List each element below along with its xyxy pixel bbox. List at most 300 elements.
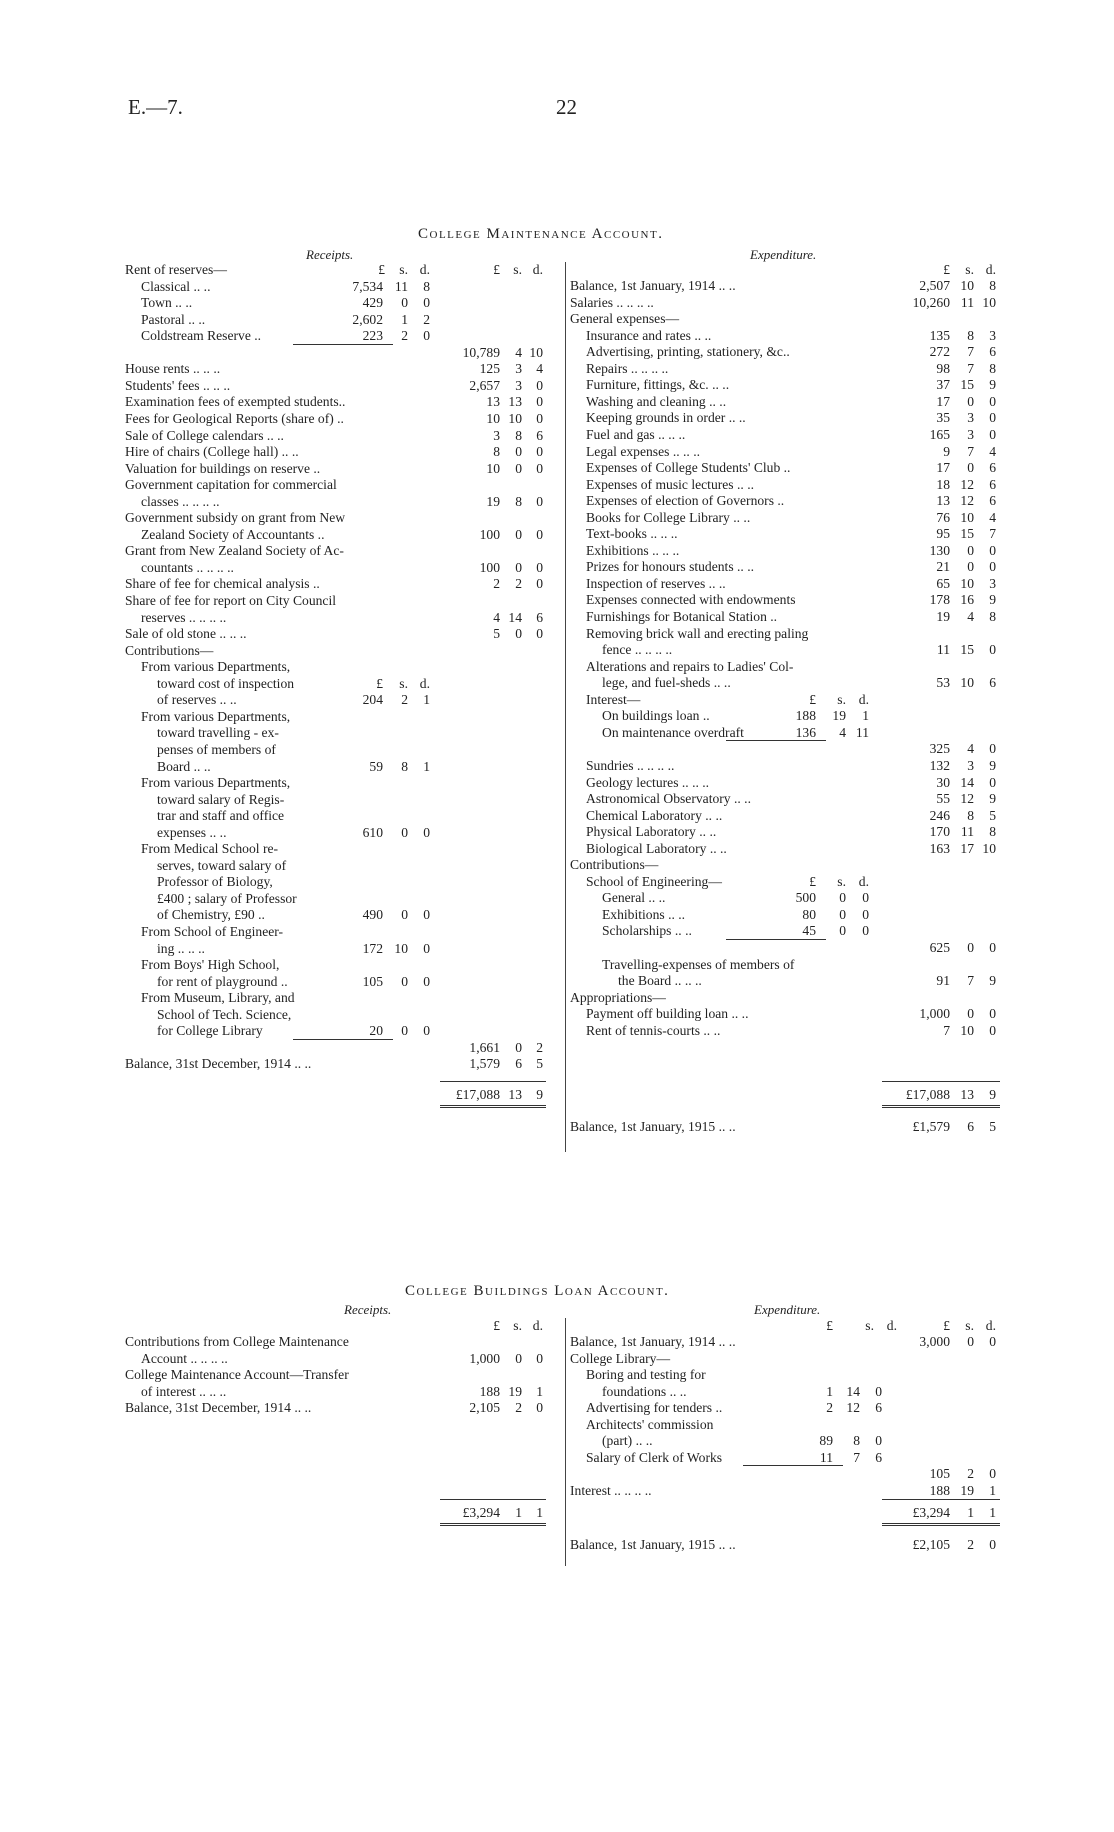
loan-expenditure-row: Salary of Clerk of Works <box>586 1449 723 1465</box>
maint-receipt-row: From Medical School re- <box>141 841 279 857</box>
total-double-rule <box>440 1105 546 1108</box>
subtotal-rule <box>293 1039 393 1040</box>
loan-divider <box>565 1318 566 1566</box>
maint-expenditure-row: On maintenance overdraft <box>602 724 744 740</box>
maint-expenditure-amount-pounds: 135 <box>929 327 950 343</box>
maint-receipt-row: of reserves .. .. <box>157 692 237 708</box>
maint-expenditure-amount-pounds: 35 <box>936 410 950 426</box>
maint-expenditure-amount-shillings: 3 <box>967 410 974 426</box>
maint-expenditure-amount-shillings: 15 <box>960 377 974 393</box>
maint-expenditure-amount-pounds: 30 <box>936 774 950 790</box>
maint-expenditure-amount-pounds: 178 <box>929 592 950 608</box>
maint-expenditure-row: Furnishings for Botanical Station .. <box>586 609 778 624</box>
loan-expenditure-amount-shillings: 0 <box>967 1334 974 1349</box>
maint-receipt-row: reserves .. .. .. .. <box>141 609 227 625</box>
maint-expenditure-amount-shillings: 4 <box>967 609 974 624</box>
loan-receipts-head-shillings: s. <box>513 1318 522 1333</box>
maint-receipt-amount-pounds: 3 <box>493 427 500 443</box>
loan-expenditure-inner-shillings: 8 <box>853 1433 860 1449</box>
loan-expenditure-total-pounds: £3,294 <box>912 1505 950 1520</box>
maint-expenditure-amount-pounds: 17 <box>936 393 950 409</box>
maint-expenditure-amount-pounds: 1,000 <box>919 1006 950 1022</box>
maint-receipt-row: Classical .. .. <box>141 278 211 294</box>
maint-expenditure-row: Physical Laboratory .. .. <box>586 824 717 840</box>
maint-expenditure-amount-pence: 8 <box>989 360 996 376</box>
total-rule <box>882 1499 1000 1500</box>
maint-receipt-amount-pence: 0 <box>536 394 543 410</box>
maint-receipt-inner-head-pounds: £ <box>376 675 383 691</box>
maint-expenditure-amount-shillings: 7 <box>967 344 974 360</box>
maint-receipt-inner-pence: 8 <box>423 278 430 294</box>
maint-expenditure-amount-pence: 0 <box>989 1022 996 1038</box>
maint-expenditure-amount-shillings: 0 <box>967 542 974 558</box>
maint-receipt-row: Town .. .. <box>141 295 193 311</box>
maint-receipts-total-pounds: £17,088 <box>455 1086 500 1102</box>
maint-expenditure-amount-pounds: 98 <box>936 360 950 376</box>
maint-receipt-amount-shillings: 13 <box>508 394 522 410</box>
maint-expenditure-row: the Board .. .. .. <box>618 973 702 989</box>
loan-expenditure-inner-pounds: 1 <box>826 1383 833 1399</box>
maint-expenditure-inner-head-shillings: s. <box>837 691 846 707</box>
maint-closing-shillings: 6 <box>967 1118 974 1134</box>
maint-expenditure-amount-pounds: 65 <box>936 575 950 591</box>
loan-expenditure-inner-shillings: 14 <box>846 1383 860 1399</box>
maint-receipt-row: From Boys' High School, <box>141 957 280 973</box>
maint-expenditure-amount-pounds: 91 <box>936 973 950 989</box>
maint-expenditure-amount-shillings: 12 <box>960 791 974 807</box>
maint-expenditure-row: Appropriations— <box>570 989 666 1005</box>
maint-expenditure-amount-shillings: 3 <box>967 426 974 442</box>
maint-receipt-inner-pence: 0 <box>423 328 430 344</box>
maint-receipt-row: School of Tech. Science, <box>157 1006 292 1022</box>
maint-receipt-row: penses of members of <box>157 741 276 757</box>
maint-expenditure-amount-pence: 6 <box>989 460 996 476</box>
maint-receipt-row: Professor of Biology, <box>157 874 273 890</box>
loan-expenditure-total-shillings: 1 <box>967 1505 974 1520</box>
maint-expenditure-amount-shillings: 10 <box>960 1022 974 1038</box>
loan-expenditure-inner-pence: 0 <box>875 1433 882 1449</box>
receipts-head-pence: d. <box>419 262 430 277</box>
maint-receipt-amount-pounds: 19 <box>486 493 500 509</box>
maint-receipt-row: Sale of College calendars .. .. <box>125 427 284 443</box>
maint-receipt-inner-pounds: 20 <box>369 1023 383 1039</box>
maint-expenditure-row: General .. .. <box>602 890 666 906</box>
loan-expenditure-amount-pounds: 188 <box>929 1482 950 1498</box>
maint-receipt-amount-pence: 0 <box>536 626 543 642</box>
maint-receipt-row: House rents .. .. .. <box>125 361 221 377</box>
maint-receipt-amount-pounds: 10 <box>486 410 500 426</box>
maint-receipt-inner-shillings: 0 <box>401 1023 408 1039</box>
maint-receipt-inner-pounds: 429 <box>362 295 383 311</box>
maint-expenditure-row: General expenses— <box>570 311 680 327</box>
maint-receipt-amount-pounds: 8 <box>493 444 500 460</box>
loan-expenditure-row: foundations .. .. <box>602 1383 687 1399</box>
maint-receipt-inner-head-shillings: s. <box>399 675 408 691</box>
maint-receipt-row: expenses .. .. <box>157 824 227 840</box>
loan-expenditure-inner-pence: 6 <box>875 1449 882 1465</box>
maint-receipt-inner-pounds: 59 <box>369 758 383 774</box>
loan-receipt-amount-shillings: 2 <box>515 1400 522 1416</box>
maint-expenditure-inner-pence: 0 <box>862 890 869 906</box>
maint-expenditure-amount-pence: 0 <box>989 1006 996 1022</box>
maint-expenditure-amount-shillings: 8 <box>967 327 974 343</box>
maint-expenditure-amount-shillings: 3 <box>967 757 974 773</box>
loan-expenditure-total-pence: 1 <box>989 1505 996 1520</box>
maint-expenditure-amount-pence: 0 <box>989 559 996 575</box>
maint-receipt-row: Balance, 31st December, 1914 .. .. <box>125 1056 312 1072</box>
maint-receipt-row: Valuation for buildings on reserve .. <box>125 460 321 476</box>
maint-expenditure-row: Washing and cleaning .. .. <box>586 393 727 409</box>
receipts-head-pounds: £ <box>378 262 385 277</box>
maint-receipt-inner-pence: 0 <box>423 1023 430 1039</box>
maint-expenditure-row: On buildings loan .. <box>602 708 710 724</box>
maint-expenditure-amount-shillings: 10 <box>960 509 974 525</box>
maint-receipt-amount-pence: 0 <box>536 377 543 393</box>
maint-expenditure-inner-shillings: 0 <box>839 923 846 939</box>
maint-receipt-amount-pence: 10 <box>529 344 543 360</box>
maint-expenditure-total-shillings: 13 <box>960 1086 974 1102</box>
loan-closing-pounds: £2,105 <box>912 1537 950 1552</box>
maint-receipt-amount-pounds: 13 <box>486 394 500 410</box>
loan-expenditure-amount-pence: 0 <box>989 1334 996 1349</box>
expenditure-head-pence: d. <box>985 262 996 277</box>
maint-receipt-row: From various Departments, <box>141 775 291 791</box>
maint-expenditure-row: Payment off building loan .. .. <box>586 1006 749 1022</box>
loan-expenditure-row: Architects' commission <box>586 1416 714 1432</box>
maint-expenditure-amount-pence: 4 <box>989 443 996 459</box>
maint-expenditure-amount-shillings: 10 <box>960 575 974 591</box>
maint-expenditure-amount-pounds: 165 <box>929 426 950 442</box>
maint-expenditure-inner-pounds: 188 <box>795 708 816 724</box>
maint-receipt-amount-pounds: 100 <box>479 526 500 542</box>
maint-expenditure-amount-pence: 8 <box>989 609 996 624</box>
loan-exp-head-pounds: £ <box>943 1318 950 1333</box>
maint-receipt-amount-pence: 0 <box>536 493 543 509</box>
maint-expenditure-amount-shillings: 11 <box>960 294 974 310</box>
loan-expenditure-amount-pence: 1 <box>989 1482 996 1498</box>
maint-expenditure-row: Advertising, printing, stationery, &c.. <box>586 344 790 360</box>
loan-receipt-amount-pounds: 2,105 <box>469 1400 500 1416</box>
maint-expenditure-row: Fuel and gas .. .. .. <box>586 426 686 442</box>
maintenance-expenditure-label: Expenditure. <box>750 247 817 262</box>
maint-receipt-amount-pence: 6 <box>536 609 543 625</box>
maint-receipt-inner-pounds: 610 <box>362 824 383 840</box>
maint-expenditure-amount-pence: 9 <box>989 791 996 807</box>
maint-expenditure-amount-pounds: 132 <box>929 757 950 773</box>
maint-expenditure-row: Sundries .. .. .. .. <box>586 757 675 773</box>
maint-expenditure-amount-pounds: 76 <box>936 509 950 525</box>
maint-expenditure-row: Alterations and repairs to Ladies' Col- <box>586 658 794 674</box>
loan-expenditure-row: Advertising for tenders .. <box>586 1400 723 1416</box>
loan-closing-balance: Balance, 1st January, 1915 .. .. <box>570 1537 736 1552</box>
maint-receipt-row: Fees for Geological Reports (share of) .. <box>125 410 344 426</box>
loan-expenditure-inner-shillings: 7 <box>853 1449 860 1465</box>
maint-receipt-row: From School of Engineer- <box>141 924 284 939</box>
maint-expenditure-amount-pence: 3 <box>989 575 996 591</box>
maint-expenditure-inner-pence: 0 <box>862 906 869 922</box>
maint-receipt-amount-shillings: 2 <box>515 576 522 592</box>
maint-expenditure-amount-pence: 0 <box>989 774 996 790</box>
document-ref: E.—7. <box>128 95 183 119</box>
maint-expenditure-row: Chemical Laboratory .. .. <box>586 807 723 823</box>
maint-receipt-row: From Museum, Library, and <box>141 990 295 1006</box>
maint-receipt-inner-shillings: 0 <box>401 973 408 989</box>
loan-receipts-total-pounds: £3,294 <box>462 1505 500 1520</box>
loan-receipt-row: of interest .. .. .. <box>141 1383 227 1399</box>
maint-receipt-amount-pence: 5 <box>536 1056 543 1072</box>
maint-expenditure-row: fence .. .. .. .. <box>602 642 673 658</box>
maint-expenditure-amount-pence: 6 <box>989 493 996 509</box>
maint-expenditure-amount-pence: 0 <box>989 426 996 442</box>
maint-receipt-inner-pence: 1 <box>423 692 430 708</box>
loan-receipts-total-pence: 1 <box>536 1505 543 1520</box>
maint-expenditure-amount-pounds: 95 <box>936 526 950 542</box>
maint-receipt-amount-pence: 0 <box>536 559 543 575</box>
maint-receipt-row: Share of fee for report on City Council <box>125 593 337 608</box>
loan-expenditure-label: Expenditure. <box>754 1302 821 1317</box>
maint-expenditure-amount-shillings: 17 <box>960 840 974 856</box>
total-rule <box>440 1081 546 1082</box>
maint-receipt-inner-pence: 0 <box>423 907 430 923</box>
loan-closing-pence: 0 <box>989 1537 996 1552</box>
maint-receipt-row: Government subsidy on grant from New <box>125 510 346 526</box>
loan-closing-shillings: 2 <box>967 1537 974 1552</box>
loan-expenditure-row: Interest .. .. .. .. <box>570 1482 652 1498</box>
loan-receipt-amount-pence: 0 <box>536 1350 543 1366</box>
maint-receipt-inner-pence: 2 <box>423 311 430 327</box>
maint-expenditure-amount-shillings: 14 <box>960 774 974 790</box>
maint-receipt-row: Sale of old stone .. .. .. <box>125 626 247 642</box>
maint-expenditure-row: Expenses connected with endowments <box>586 592 796 608</box>
maint-receipt-row: trar and staff and office <box>157 808 285 824</box>
maint-receipt-row: countants .. .. .. .. <box>141 559 234 575</box>
maint-expenditure-amount-shillings: 15 <box>960 642 974 658</box>
maintenance-title: College Maintenance Account. <box>418 226 664 242</box>
expenditure-head-shillings: s. <box>965 262 974 277</box>
maint-expenditure-amount-pounds: 325 <box>929 741 950 757</box>
maint-receipt-amount-shillings: 8 <box>515 493 522 509</box>
receipts-outer-head-shillings: s. <box>513 262 522 277</box>
maint-expenditure-total-pence: 9 <box>989 1086 996 1102</box>
subtotal-rule <box>743 1465 843 1466</box>
maint-expenditure-amount-pounds: 7 <box>943 1022 950 1038</box>
maint-receipt-row: serves, toward salary of <box>157 857 287 873</box>
loan-expenditure-row: College Library— <box>570 1350 671 1366</box>
maint-expenditure-inner-shillings: 0 <box>839 906 846 922</box>
maint-receipt-inner-head-pence: d. <box>419 675 430 691</box>
maint-expenditure-amount-shillings: 7 <box>967 973 974 989</box>
maint-expenditure-inner-shillings: 19 <box>832 708 846 724</box>
maint-expenditure-amount-pence: 6 <box>989 675 996 691</box>
loan-receipt-amount-shillings: 0 <box>515 1350 522 1366</box>
maint-receipt-row: Pastoral .. .. <box>141 311 206 327</box>
maint-expenditure-row: Books for College Library .. .. <box>586 509 751 525</box>
maint-receipt-inner-shillings: 0 <box>401 907 408 923</box>
maint-expenditure-row: Furniture, fittings, &c. .. .. <box>586 377 730 393</box>
maint-receipt-inner-pence: 0 <box>423 940 430 956</box>
maint-expenditure-row: Expenses of music lectures .. .. <box>586 476 754 492</box>
maint-expenditure-amount-pounds: 37 <box>936 377 950 393</box>
maint-expenditure-amount-shillings: 10 <box>960 278 974 293</box>
maint-expenditure-row: Biological Laboratory .. .. <box>586 840 727 856</box>
maint-expenditure-amount-pence: 5 <box>989 807 996 823</box>
maint-receipt-amount-shillings: 0 <box>515 1039 522 1055</box>
maint-receipt-amount-shillings: 8 <box>515 427 522 443</box>
maint-expenditure-amount-pence: 9 <box>989 377 996 393</box>
maint-expenditure-amount-shillings: 7 <box>967 360 974 376</box>
loan-exp-head-shillings: s. <box>965 1318 974 1333</box>
maint-expenditure-amount-shillings: 8 <box>967 807 974 823</box>
maint-expenditure-row: Legal expenses .. .. .. <box>586 443 701 459</box>
maint-expenditure-amount-pence: 9 <box>989 973 996 989</box>
maint-receipt-inner-pounds: 172 <box>362 940 383 956</box>
maint-receipt-row: Zealand Society of Accountants .. <box>141 526 325 542</box>
maint-expenditure-row: Scholarships .. .. <box>602 923 692 939</box>
maint-receipt-amount-pounds: 10,789 <box>462 344 500 360</box>
maint-expenditure-amount-pence: 8 <box>989 824 996 840</box>
loan-receipt-row: Contributions from College Maintenance <box>125 1334 349 1349</box>
maint-receipt-row: Coldstream Reserve .. <box>141 328 262 344</box>
maint-receipt-amount-pence: 2 <box>536 1039 543 1055</box>
maint-expenditure-total-pounds: £17,088 <box>905 1086 950 1102</box>
maint-expenditure-row: Exhibitions .. .. .. <box>586 542 680 558</box>
maint-expenditure-amount-shillings: 7 <box>967 443 974 459</box>
maint-receipt-amount-shillings: 0 <box>515 559 522 575</box>
loan-receipt-row: Balance, 31st December, 1914 .. .. <box>125 1400 312 1416</box>
loan-expenditure-amount-pounds: 105 <box>929 1466 950 1482</box>
maint-receipt-amount-pounds: 2 <box>493 576 500 592</box>
maint-expenditure-row: Exhibitions .. .. <box>602 906 686 922</box>
maint-expenditure-row: Insurance and rates .. .. <box>586 327 712 343</box>
maint-expenditure-amount-shillings: 12 <box>960 476 974 492</box>
maint-receipt-row: Students' fees .. .. .. <box>125 377 231 393</box>
maint-expenditure-row: School of Engineering— <box>586 873 722 889</box>
maint-receipt-amount-shillings: 3 <box>515 377 522 393</box>
maint-receipt-amount-shillings: 0 <box>515 444 522 460</box>
total-double-rule <box>440 1523 546 1526</box>
loan-receipts-head-pence: d. <box>532 1318 543 1333</box>
maint-expenditure-amount-pence: 10 <box>982 294 996 310</box>
maint-receipt-amount-shillings: 0 <box>515 626 522 642</box>
maint-expenditure-amount-shillings: 0 <box>967 940 974 955</box>
loan-expenditure-row: Boring and testing for <box>586 1367 706 1383</box>
maint-receipt-amount-pounds: 2,657 <box>469 377 500 393</box>
maint-receipt-row: Contributions— <box>125 642 214 658</box>
maint-receipts-total-pence: 9 <box>536 1086 543 1102</box>
maint-receipt-amount-pounds: 1,661 <box>469 1039 500 1055</box>
total-double-rule <box>882 1105 1000 1108</box>
maint-receipt-amount-pence: 0 <box>536 460 543 476</box>
loan-receipts-head-pounds: £ <box>493 1318 500 1333</box>
maint-receipt-inner-shillings: 0 <box>401 824 408 840</box>
page-number: 22 <box>556 95 577 119</box>
loan-receipts-total-shillings: 1 <box>515 1505 522 1520</box>
maint-expenditure-row: Salaries .. .. .. .. <box>570 294 654 310</box>
maint-expenditure-amount-shillings: 4 <box>967 741 974 757</box>
maint-expenditure-row: Text-books .. .. .. <box>586 526 678 542</box>
maint-expenditure-amount-pence: 0 <box>989 741 996 757</box>
maint-receipt-row: toward travelling - ex- <box>157 725 279 741</box>
loan-receipt-amount-pounds: 1,000 <box>469 1350 500 1366</box>
maint-expenditure-amount-pounds: 19 <box>936 609 950 624</box>
maint-expenditure-inner-pence: 0 <box>862 923 869 939</box>
maint-expenditure-amount-shillings: 0 <box>967 393 974 409</box>
loan-receipt-row: College Maintenance Account—Transfer <box>125 1367 349 1383</box>
maint-expenditure-amount-pounds: 10,260 <box>912 294 950 310</box>
maint-receipt-amount-pounds: 10 <box>486 460 500 476</box>
loan-receipts-label: Receipts. <box>344 1302 392 1317</box>
loan-expenditure-row: Balance, 1st January, 1914 .. .. <box>570 1334 736 1349</box>
maint-receipt-inner-shillings: 0 <box>401 295 408 311</box>
maint-receipt-amount-shillings: 0 <box>515 526 522 542</box>
maint-expenditure-amount-shillings: 15 <box>960 526 974 542</box>
maint-expenditure-amount-pounds: 9 <box>943 443 950 459</box>
loan-exp-inner-head-pence: d. <box>886 1318 897 1333</box>
maint-expenditure-amount-pence: 0 <box>989 410 996 426</box>
loan-receipt-row: Account .. .. .. .. <box>141 1350 228 1366</box>
maint-closing-balance: Balance, 1st January, 1915 .. .. <box>570 1118 736 1134</box>
maint-receipt-amount-pence: 6 <box>536 427 543 443</box>
maint-receipt-row: toward cost of inspection <box>157 675 295 691</box>
maint-expenditure-row: Balance, 1st January, 1914 .. .. <box>570 278 736 293</box>
maint-receipt-inner-shillings: 2 <box>401 328 408 344</box>
loan-expenditure-inner-pence: 0 <box>875 1383 882 1399</box>
maint-receipt-row: Grant from New Zealand Society of Ac- <box>125 543 344 559</box>
total-rule <box>882 1081 1000 1082</box>
loan-exp-inner-head-pounds: £ <box>826 1318 833 1333</box>
maint-receipt-inner-shillings: 11 <box>394 278 408 294</box>
maint-receipt-inner-pence: 0 <box>423 824 430 840</box>
maint-receipt-row: for College Library <box>157 1023 263 1039</box>
maint-expenditure-inner-head-pence: d. <box>858 691 869 707</box>
maint-expenditure-inner-pounds: 80 <box>802 906 816 922</box>
maint-expenditure-amount-pounds: 625 <box>929 940 950 955</box>
expenditure-head-pounds: £ <box>943 262 950 277</box>
maint-receipt-row: ing .. .. .. <box>157 940 205 956</box>
maint-expenditure-amount-pounds: 163 <box>929 840 950 856</box>
maint-expenditure-row: Prizes for honours students .. .. <box>586 559 755 575</box>
maint-expenditure-amount-shillings: 0 <box>967 460 974 476</box>
maint-receipt-amount-pence: 0 <box>536 410 543 426</box>
maint-receipt-row: of Chemistry, £90 .. <box>157 907 265 923</box>
maint-receipt-inner-pounds: 105 <box>362 973 383 989</box>
maint-expenditure-amount-pence: 9 <box>989 592 996 608</box>
maint-expenditure-amount-shillings: 0 <box>967 1006 974 1022</box>
loan-expenditure-amount-pence: 0 <box>989 1466 996 1482</box>
maint-expenditure-amount-pence: 6 <box>989 476 996 492</box>
maint-expenditure-row: Expenses of College Students' Club .. <box>586 460 791 476</box>
maint-expenditure-row: Geology lectures .. .. .. <box>586 774 710 790</box>
maint-expenditure-inner-pounds: 500 <box>795 890 816 906</box>
maint-expenditure-amount-pounds: 272 <box>929 344 950 360</box>
loan-exp-head-pence: d. <box>985 1318 996 1333</box>
maint-receipt-amount-shillings: 3 <box>515 361 522 377</box>
maint-expenditure-amount-shillings: 10 <box>960 675 974 691</box>
loan-expenditure-inner-shillings: 12 <box>846 1400 860 1416</box>
maint-expenditure-amount-pence: 0 <box>989 642 996 658</box>
maint-expenditure-row: lege, and fuel-sheds .. .. <box>602 675 731 691</box>
maint-receipt-row: Government capitation for commercial <box>125 477 337 493</box>
maint-receipt-row: toward salary of Regis- <box>157 791 285 807</box>
loan-expenditure-inner-pounds: 11 <box>819 1449 833 1465</box>
maint-expenditure-amount-pence: 0 <box>989 542 996 558</box>
loan-expenditure-amount-shillings: 19 <box>960 1482 974 1498</box>
loan-expenditure-row: (part) .. .. <box>602 1433 653 1449</box>
maint-closing-pence: 5 <box>989 1118 996 1134</box>
maint-expenditure-inner-head-shillings: s. <box>837 873 846 889</box>
loan-receipt-amount-pence: 1 <box>536 1383 543 1399</box>
loan-expenditure-inner-pence: 6 <box>875 1400 882 1416</box>
